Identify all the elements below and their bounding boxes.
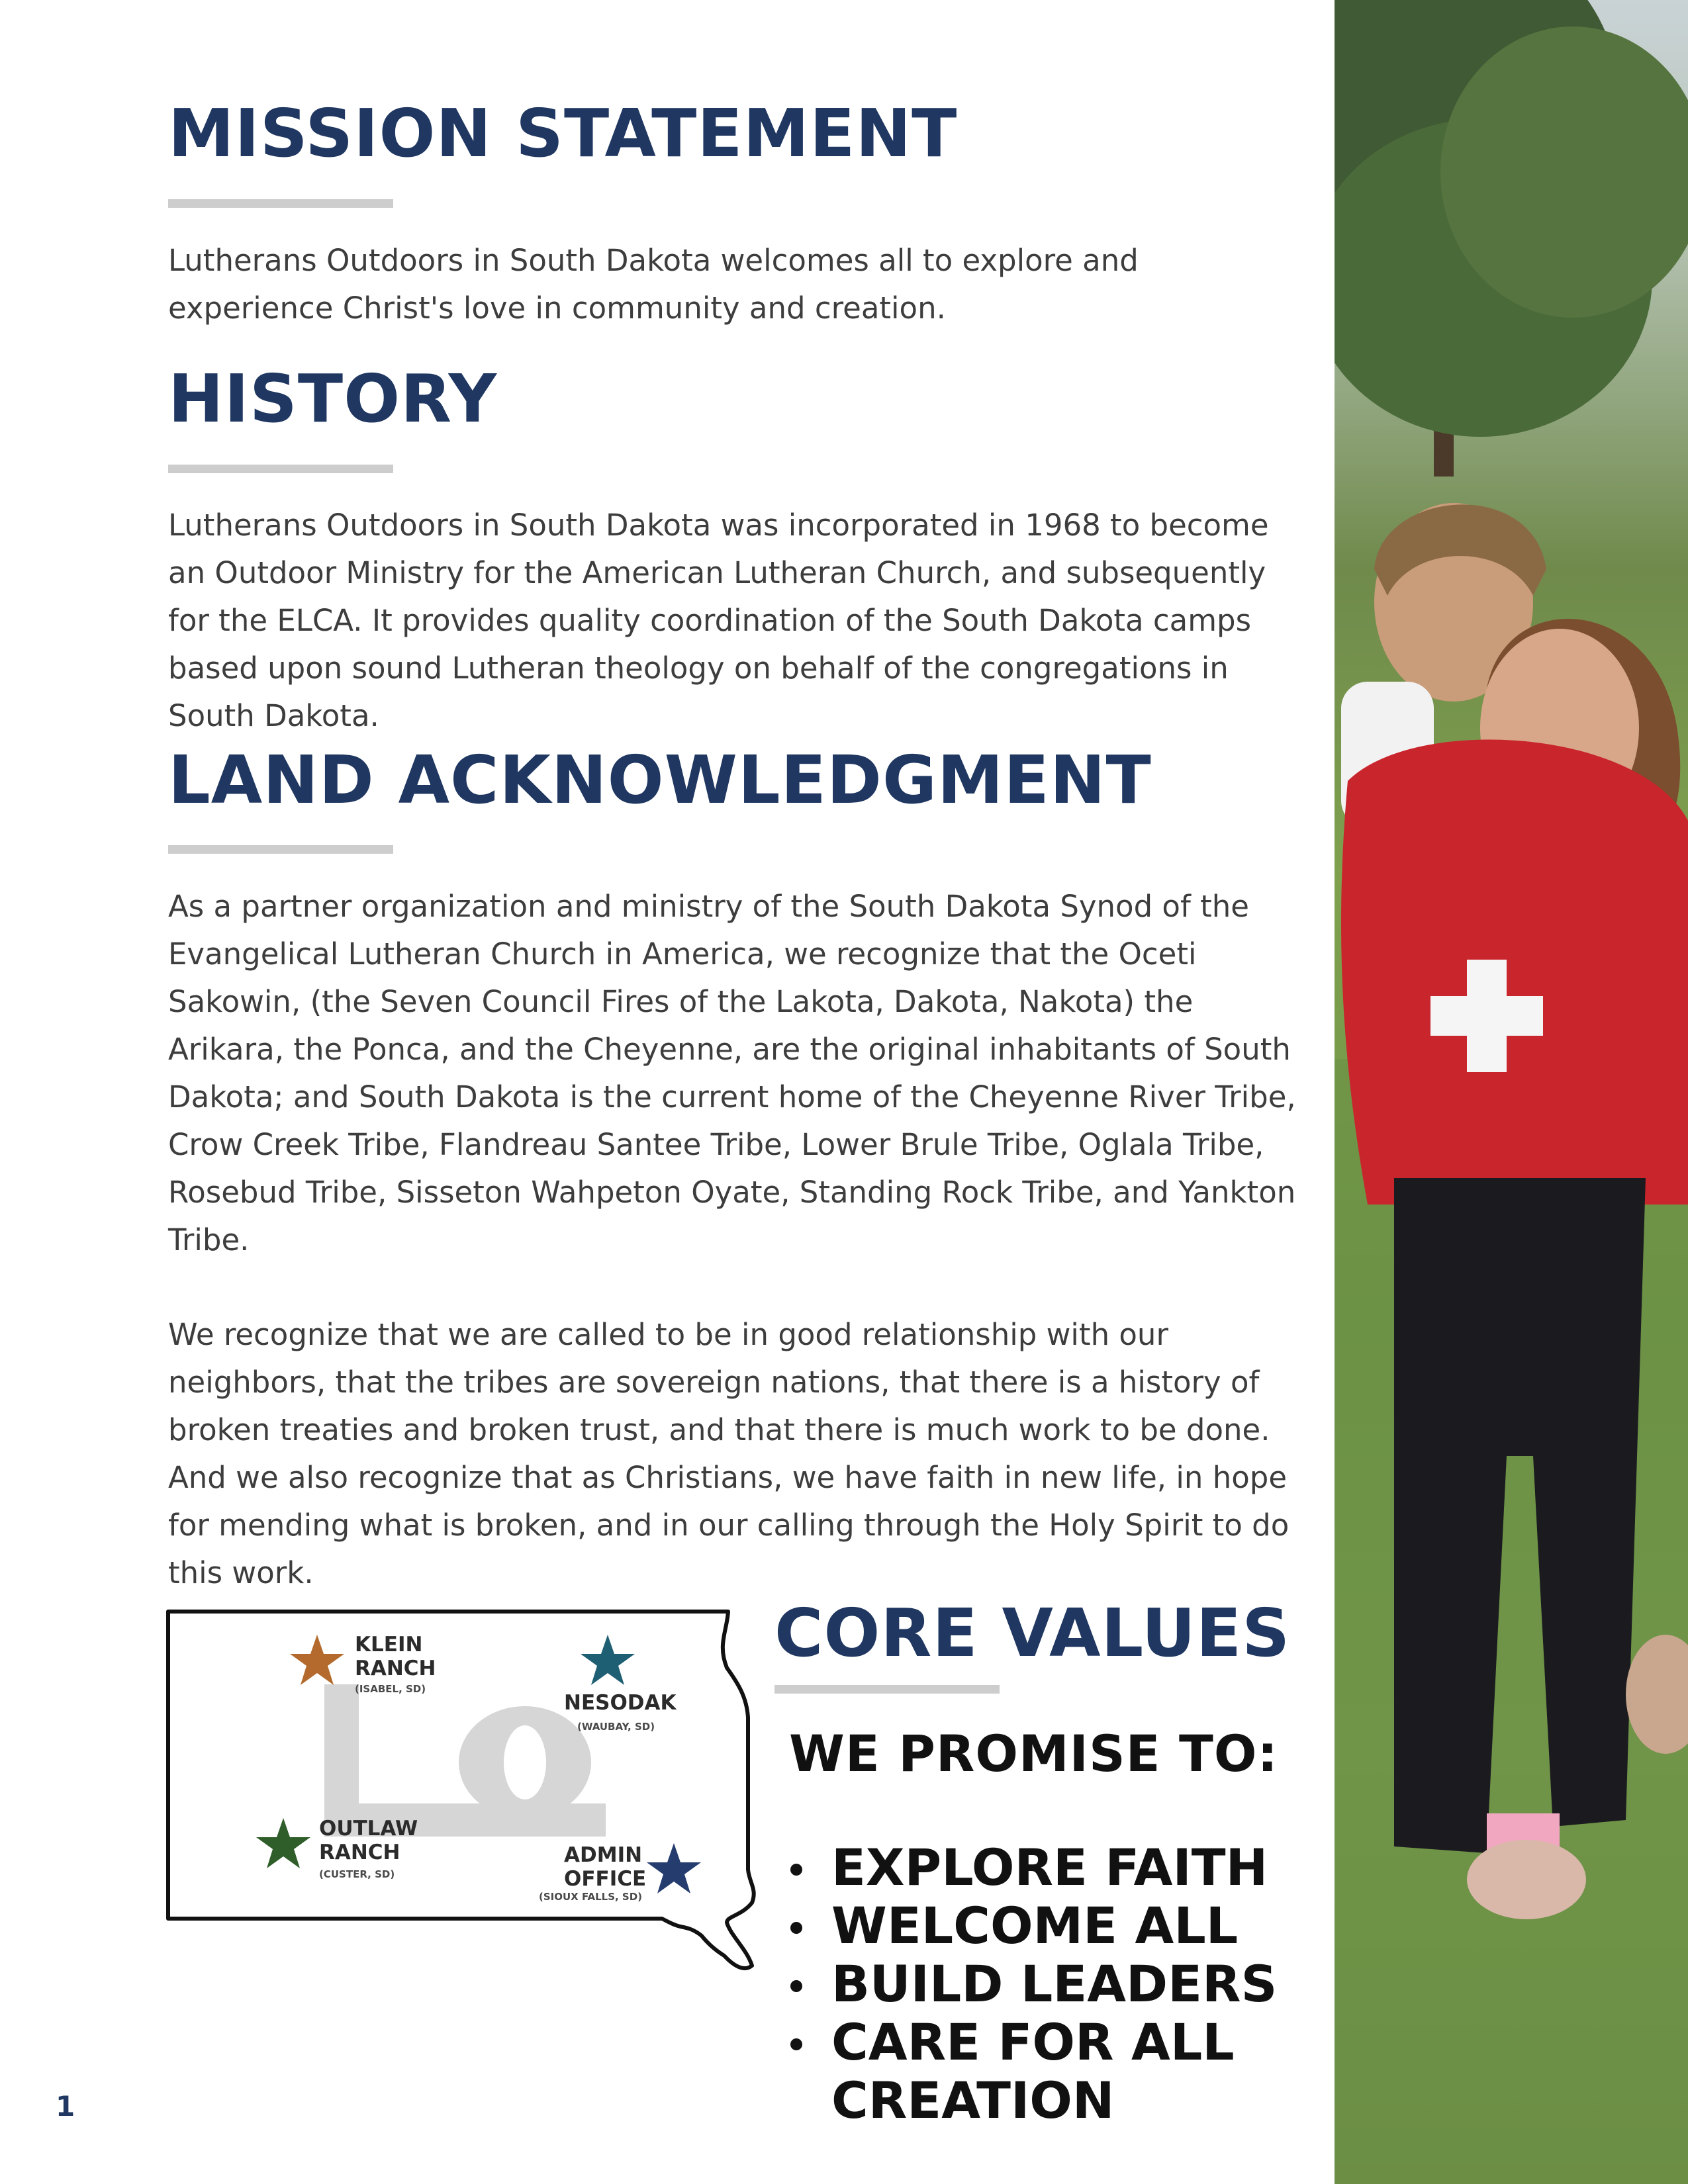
site-admin-office-location: (SIOUX FALLS, SD) bbox=[539, 1891, 643, 1903]
site-nesodak: NESODAK bbox=[564, 1691, 677, 1715]
south-dakota-camps-map bbox=[164, 1605, 760, 1995]
south-dakota-outline bbox=[164, 1605, 760, 1995]
site-outlaw-ranch-location: (CUSTER, SD) bbox=[319, 1868, 395, 1880]
page-number: 1 bbox=[56, 2090, 75, 2122]
core-value-item: CARE FOR ALL CREATION bbox=[789, 2013, 1292, 2130]
site-outlaw-ranch: OUTLAW RANCH bbox=[319, 1817, 418, 1864]
campers-photo bbox=[1335, 0, 1688, 2184]
mission-rule bbox=[168, 199, 393, 208]
site-klein-ranch-location: (ISABEL, SD) bbox=[355, 1683, 426, 1695]
campers-photo-illustration bbox=[1335, 0, 1688, 2184]
history-text: Lutherans Outdoors in South Dakota was incorporated in 1968 to become an Outdoor Ministry for the American Lutheran Church, and subsequently for the ELCA. It provides quality coordination of the South Dakota camps based upon sound Lutheran theology on behalf of the congregations in South Dakota. bbox=[168, 508, 1269, 733]
site-klein-ranch: KLEIN RANCH bbox=[355, 1633, 436, 1680]
history-rule bbox=[168, 465, 393, 473]
land-acknowledgment-heading: LAND ACKNOWLEDGMENT bbox=[168, 741, 1152, 819]
core-value-item: WELCOME ALL bbox=[789, 1897, 1292, 1955]
core-values-heading: CORE VALUES bbox=[774, 1594, 1291, 1672]
core-value-item: BUILD LEADERS bbox=[789, 1955, 1292, 2013]
land-acknowledgment-rule bbox=[168, 845, 393, 854]
mission-heading: MISSION STATEMENT bbox=[168, 95, 958, 172]
land-acknowledgment-paragraph-2: We recognize that we are called to be in good relationship with our neighbors, that the tribes are sovereign nations, that there is a history of broken treaties and broken trust, and that there is much work to be done. And we also recognize that as Christians, we have faith in new life, in hope for mending what is broken, and in our calling through the Holy Spirit to do this work. bbox=[168, 1317, 1289, 1590]
mission-text: Lutherans Outdoors in South Dakota welcomes all to explore and experience Christ's love in community and creation. bbox=[168, 243, 1139, 326]
history-heading: HISTORY bbox=[168, 360, 498, 437]
land-acknowledgment-paragraph-1: As a partner organization and ministry of the South Dakota Synod of the Evangelical Lutheran Church in America, we recognize that the Oceti Sakowin, (the Seven Council Fires of the Lakota, Dakota, Nakota) the Arikara, the Ponca, and the Cheyenne, are the original inhabitants of South Dakota; and South Dakota is the current home of the Cheyenne River Tribe, Crow Creek Tribe, Flandreau Santee Tribe, Lower Brule Tribe, Oglala Tribe, Rosebud Tribe, Sisseton Wahpeton Oyate, Standing Rock Tribe, and Yankton Tribe. bbox=[168, 889, 1296, 1257]
core-value-item: EXPLORE FAITH bbox=[789, 1839, 1292, 1897]
core-values-list bbox=[789, 1839, 1292, 2130]
core-values-rule bbox=[774, 1685, 1000, 1694]
core-values-subheading: WE PROMISE TO: bbox=[789, 1724, 1278, 1783]
site-admin-office: ADMIN OFFICE bbox=[564, 1843, 647, 1891]
site-nesodak-location: (WAUBAY, SD) bbox=[577, 1721, 655, 1733]
